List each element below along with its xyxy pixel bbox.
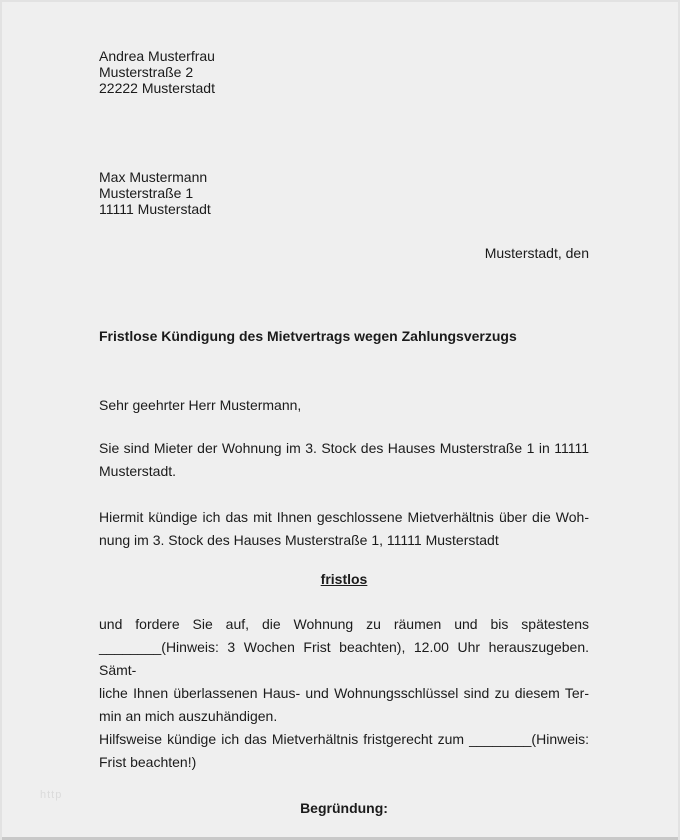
paragraph-tenancy — [99, 437, 589, 483]
body-line: liche Ihnen überlassenen Haus- und Wohnungsschlüssel sind zu diesem Ter- — [99, 685, 589, 701]
body-line: und fordere Sie auf, die Wohnung zu räumen und bis spätestens — [99, 616, 589, 632]
sender-name: Andrea Musterfrau — [99, 48, 215, 64]
letter-content — [2, 48, 678, 817]
begruendung-heading: Begründung: — [300, 800, 388, 816]
date-line: Musterstadt, den — [484, 245, 589, 261]
sender-city: 22222 Musterstadt — [99, 80, 215, 96]
recipient-address — [99, 169, 589, 217]
salutation: Sehr geehrter Herr Mustermann, — [99, 397, 302, 413]
subject-line: Fristlose Kündigung des Mietvertrags wegen Zahlungsverzugs — [99, 328, 517, 344]
sender-street: Musterstraße 2 — [99, 64, 194, 80]
recipient-street: Musterstraße 1 — [99, 185, 194, 201]
fristlos-emphasis: fristlos — [320, 571, 368, 587]
body-line: Sie sind Mieter der Wohnung im 3. Stock des Hauses Musterstraße 1 in 11111 — [99, 440, 589, 456]
body-line-blank-date: ________(Hinweis: 3 Wochen Frist beachten), 12.00 Uhr herauszugeben. Sämt- — [99, 639, 589, 678]
recipient-name: Max Mustermann — [99, 169, 208, 185]
paragraph-demand — [99, 613, 589, 774]
body-line: Hiermit kündige ich das mit Ihnen geschlossene Mietverhältnis über die Woh- — [99, 509, 589, 525]
body-line: Frist beachten!) — [99, 754, 197, 770]
recipient-city: 11111 Musterstadt — [99, 201, 211, 217]
watermark-text: http — [40, 789, 63, 801]
body-line: Musterstadt. — [99, 463, 177, 479]
body-line-blank-date: Hilfsweise kündige ich das Mietverhältnis fristgerecht zum ________(Hinweis: — [99, 731, 589, 747]
body-line: nung im 3. Stock des Hauses Musterstraße 1, 11111 Musterstadt — [99, 532, 499, 548]
sender-address — [99, 48, 589, 96]
paragraph-termination — [99, 506, 589, 552]
body-line: min an mich auszuhändigen. — [99, 708, 278, 724]
